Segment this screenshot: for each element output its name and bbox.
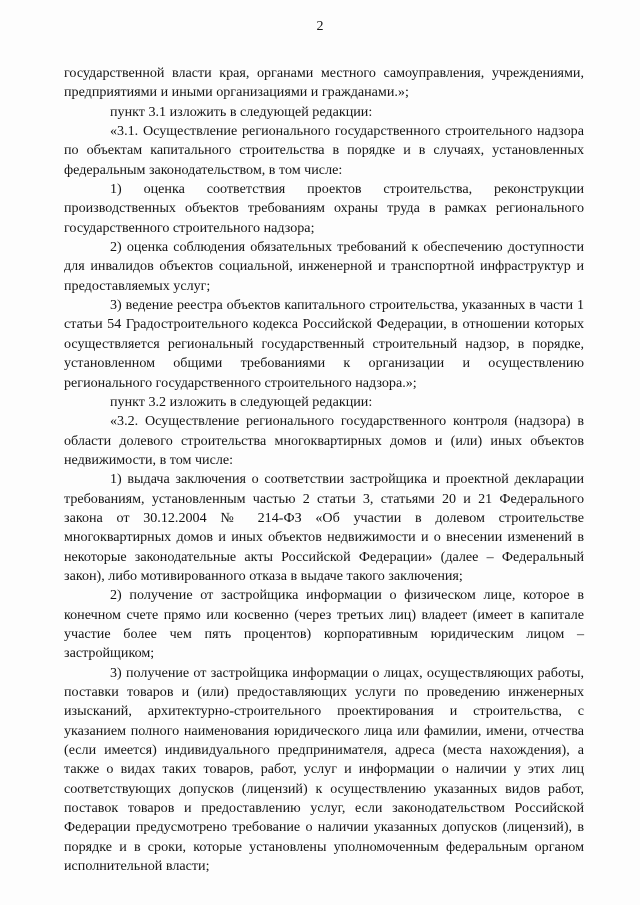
page-number: 2 <box>316 19 324 34</box>
paragraph: «3.1. Осуществление регионального государственного строительного надзора по объектам капитального строительства в порядке и в случаях, установленных федеральным законодательством, в том числе: <box>64 123 584 178</box>
paragraph: 1) оценка соответствия проектов строительства, реконструкции производственных объектов требованиям охраны труда в рамках регионального государственного строительного надзора; <box>64 181 584 236</box>
paragraph: 2) получение от застройщика информации о физическом лице, которое в конечном счете прямо или косвенно (через третьих лиц) владеет (имеет в капитале участие более чем пять процентов) корпоративным юридическим лицом – застройщиком; <box>64 587 584 662</box>
document-body <box>64 64 584 876</box>
paragraph: пункт 3.2 изложить в следующей редакции: <box>110 393 373 410</box>
paragraph: 1) выдача заключения о соответствии застройщика и проектной декларации требованиям, установленным частью 2 статьи 3, статьями 20 и 21 Федерального закона от 30.12.2004 № 214-ФЗ «Об участии в долевом строительстве многоквартирных домов и иных объектов недвижимости и о внесении изменений в некоторые законодательные акты Российской Федерации» (далее – Федеральный закон), либо мотивированного отказа в выдаче такого заключения; <box>64 471 584 584</box>
paragraph: пункт 3.1 изложить в следующей редакции: <box>110 103 373 120</box>
paragraph: 3) получение от застройщика информации о лицах, осуществляющих работы, поставки товаров и (или) предоставляющих услуги по проведению инженерных изысканий, архитектурно-строительного проектирования и строительства, с указанием полного наименования юридического лица или фамилии, имени, отчества (если имеется) индивидуального предпринимателя, адреса (места нахождения), а также о видах таких товаров, работ, услуг и информации о наличии у этих лиц соответствующих допусков (лицензий) к осуществлению указанных видов работ, поставок товаров и предоставлению услуг, если законодательством Российской Федерации предусмотрено требование о наличии указанных допусков (лицензий), в порядке и в сроки, которые установлены уполномоченным федеральным органом исполнительной власти; <box>64 664 584 875</box>
paragraph: 2) оценка соблюдения обязательных требований к обеспечению доступности для инвалидов объектов социальной, инженерной и транспортной инфраструктур и предоставляемых услуг; <box>64 239 584 294</box>
paragraph: «3.2. Осуществление регионального государственного контроля (надзора) в области долевого строительства многоквартирных домов и (или) иных объектов недвижимости, в том числе: <box>64 413 584 468</box>
paragraph: государственной власти края, органами местного самоуправления, учреждениями, предприятиями и иными организациями и гражданами.»; <box>64 65 584 101</box>
paragraph: 3) ведение реестра объектов капитального строительства, указанных в части 1 статьи 54 Градостроительного кодекса Российской Федерации, в отношении которых осуществляется региональный государственный строительный надзор, в порядке, установленном общими требованиями к организации и осуществлению регионального государственного строительного надзора.»; <box>64 297 584 391</box>
